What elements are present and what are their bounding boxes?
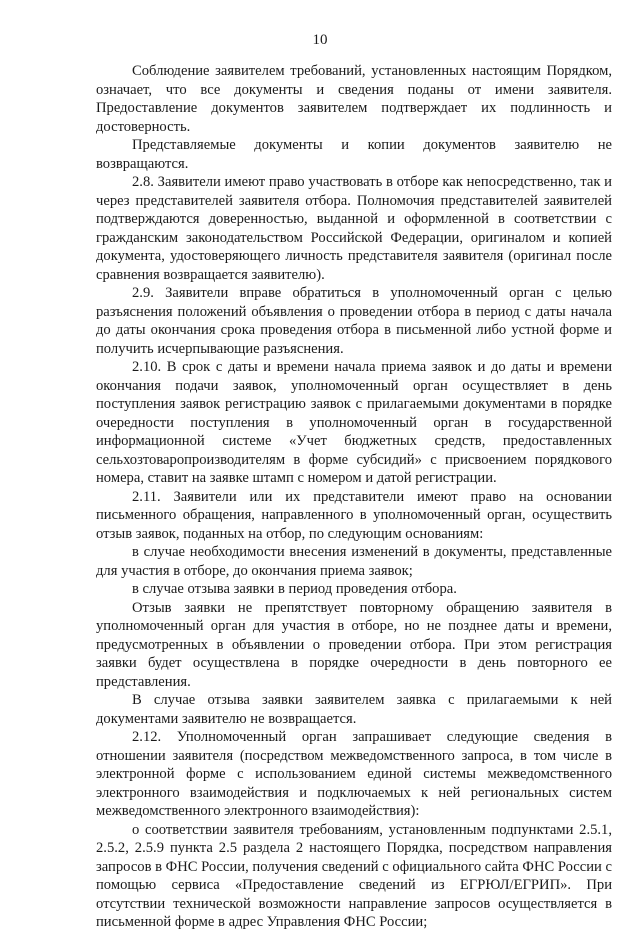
paragraph-withdrawal-not-returned: В случае отзыва заявки заявителем заявка с прилагаемыми к ней документами заявителю не возвращается. bbox=[96, 692, 612, 727]
paragraph-2-8: 2.8. Заявители имеют право участвовать в отборе как непосредственно, так и через представителей заявителя отбора. Полномочия представителей заявителей подтверждаются доверенностью, выданной и оформленной в соответствии с гражданским законодательством Российской Федерации, оригиналом и копией документа, удостоверяющего личность представителя заявителя (оригинал после сравнения возвращается заявителю). bbox=[96, 174, 612, 283]
paragraph-2-9: 2.9. Заявители вправе обратиться в уполномоченный орган с целью разъяснения положений объявления о проведении отбора в период с даты начала до даты окончания срока проведения отбора в письменной либо устной форме и получить исчерпывающие разъяснения. bbox=[96, 285, 612, 357]
page-number: 10 bbox=[312, 32, 328, 48]
document-body bbox=[96, 62, 612, 932]
paragraph-withdrawal: Отзыв заявки не препятствует повторному обращению заявителя в уполномоченный орган для участия в отборе, но не позднее даты и времени, предусмотренных в объявлении о проведении отбора. При этом регистрация заявки будет осуществлена в порядке очередности в день повторного ее представления. bbox=[96, 599, 612, 690]
paragraph-2-10: 2.10. В срок с даты и времени начала приема заявок и до даты и времени окончания подачи заявок, уполномоченный орган осуществляет в день поступления заявок регистрацию заявок с прилагаемыми документами в порядке очередности поступления в уполномоченный орган в государственной информационной системе «Учет бюджетных средств, предоставленных сельхозтоваропроизводителям в форме субсидий» с присвоением порядкового номера, ставит на заявке штамп с номером и датой регистрации. bbox=[96, 359, 612, 486]
paragraph-2-12-fns: о соответствии заявителя требованиям, установленным подпунктами 2.5.1, 2.5.2, 2.5.9 пункта 2.5 раздела 2 настоящего Порядка, посредством направления запросов в ФНС России, получения сведений с официального сайта ФНС России с помощью сервиса «Предоставление сведений из ЕГРЮЛ/ЕГРИП». При отсутствии технической возможности направление запросов осуществляется в письменной форме в адрес Управления ФНС России; bbox=[96, 821, 612, 930]
paragraph-2-11-case-2: в случае отзыва заявки в период проведения отбора. bbox=[132, 581, 457, 597]
paragraph-2-11-case-1: в случае необходимости внесения изменений в документы, представленные для участия в отборе, до окончания приема заявок; bbox=[96, 544, 612, 579]
paragraph-2-12: 2.12. Уполномоченный орган запрашивает следующие сведения в отношении заявителя (посредством межведомственного запроса, в том числе в электронной форме с использованием единой системы межведомственного электронного взаимодействия и подключаемых к ней региональных систем межведомственного электронного взаимодействия): bbox=[96, 729, 612, 819]
paragraph-2-11: 2.11. Заявители или их представители имеют право на основании письменного обращения, направленного в уполномоченный орган, осуществить отзыв заявок, поданных на отбор, по следующим основаниям: bbox=[96, 488, 612, 542]
paragraph-documents-not-returned: Представляемые документы и копии документов заявителю не возвращаются. bbox=[96, 137, 612, 172]
paragraph-compliance: Соблюдение заявителем требований, установленных настоящим Порядком, означает, что все документы и сведения поданы от имени заявителя. Предоставление документов заявителем подтверждает их подлинность и достоверность. bbox=[96, 63, 612, 135]
